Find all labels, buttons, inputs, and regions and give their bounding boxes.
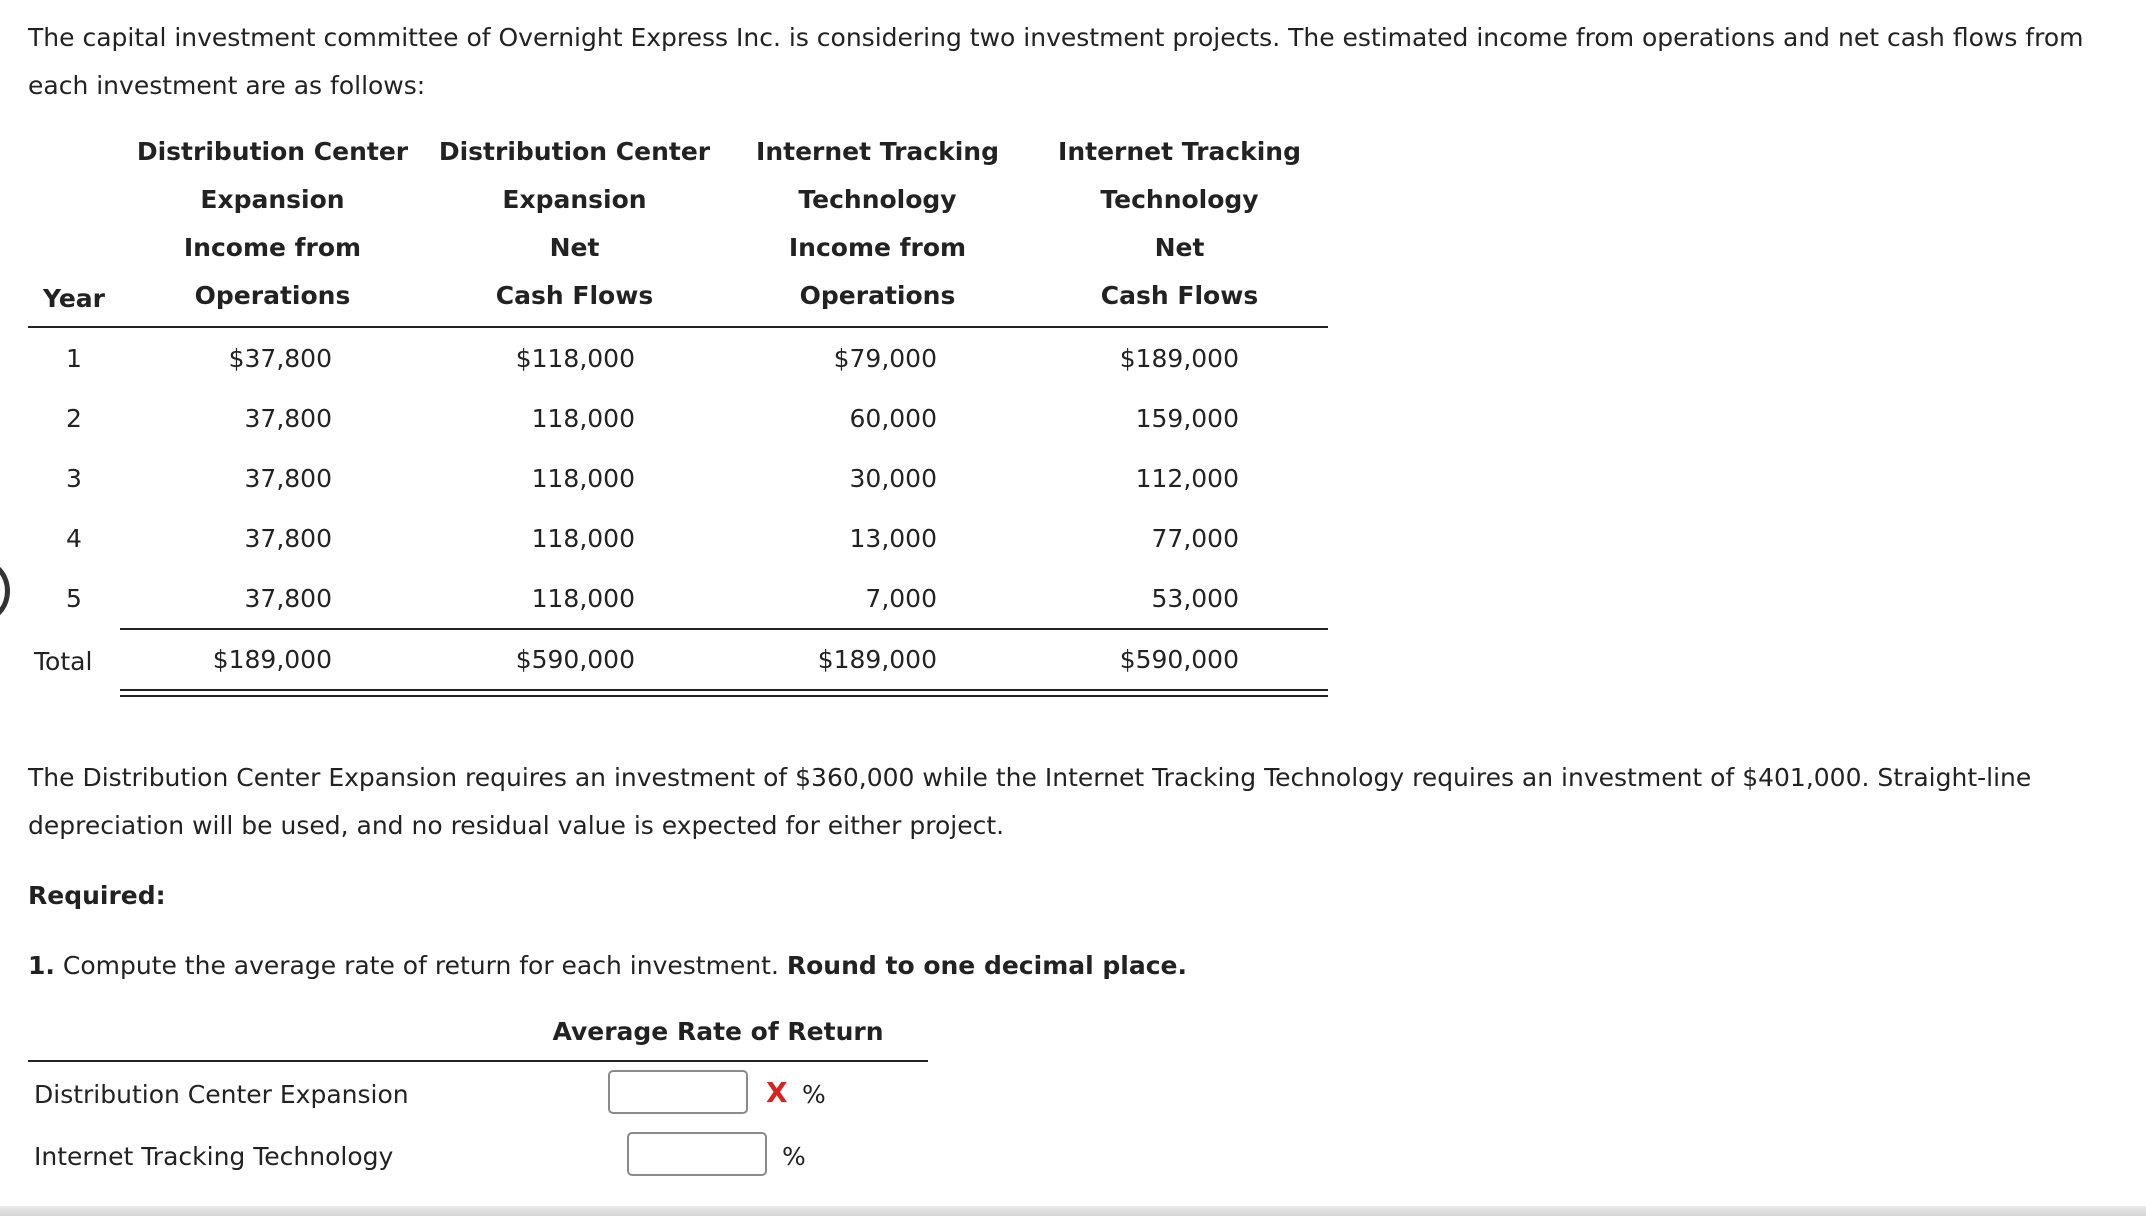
- cell-year: 2: [66, 404, 82, 433]
- cell-it-cash: 159,000: [1135, 404, 1239, 433]
- cell-it-income: $79,000: [833, 344, 937, 373]
- required-label: Required:: [28, 881, 166, 910]
- cell-it-cash: 53,000: [1151, 584, 1239, 613]
- cell-dc-cash: 118,000: [531, 524, 635, 553]
- header-line: Technology: [798, 185, 957, 214]
- cell-it-cash: 77,000: [1151, 524, 1239, 553]
- cell-it-cash: $189,000: [1119, 344, 1239, 373]
- subtotal-rule: [120, 628, 1328, 630]
- cell-dc-income: 37,800: [244, 584, 332, 613]
- cell-it-cash: 112,000: [1135, 464, 1239, 493]
- header-rule: [28, 326, 1328, 328]
- answer-header-rule: [28, 1060, 928, 1062]
- header-line: Operations: [194, 281, 351, 310]
- question-number: 1.: [28, 951, 55, 980]
- cell-it-income: 30,000: [849, 464, 937, 493]
- cell-dc-cash: $118,000: [515, 344, 635, 373]
- cell-dc-income: 37,800: [244, 524, 332, 553]
- answer-column-header: Average Rate of Return: [552, 1017, 884, 1046]
- header-line: Income from: [788, 233, 967, 262]
- percent-unit: %: [782, 1142, 806, 1171]
- question: [28, 949, 1187, 983]
- header-it-income: [735, 128, 1020, 320]
- total-double-rule: [120, 689, 1328, 697]
- question-emphasis: Round to one decimal place.: [786, 951, 1187, 980]
- total-it-cash: $590,000: [1119, 645, 1239, 674]
- header-line: Net: [549, 233, 600, 262]
- answer-label-dc: Distribution Center Expansion: [34, 1080, 409, 1109]
- cell-year: 1: [66, 344, 82, 373]
- cell-year: 4: [66, 524, 82, 553]
- header-line: Internet Tracking: [1058, 137, 1301, 166]
- header-line: Cash Flows: [1100, 281, 1259, 310]
- header-line: Distribution Center: [136, 137, 409, 166]
- cell-it-income: 13,000: [849, 524, 937, 553]
- header-year-label: Year: [43, 284, 105, 313]
- header-dc-income: [130, 128, 415, 320]
- cell-dc-income: $37,800: [228, 344, 332, 373]
- cell-year: 5: [66, 584, 82, 613]
- cell-dc-cash: 118,000: [531, 584, 635, 613]
- bottom-scroll-edge: [0, 1206, 2146, 1216]
- cell-it-income: 7,000: [865, 584, 937, 613]
- answer-label-it: Internet Tracking Technology: [34, 1142, 394, 1171]
- header-line: Internet Tracking: [756, 137, 999, 166]
- cell-dc-cash: 118,000: [531, 404, 635, 433]
- header-line: Distribution Center: [438, 137, 711, 166]
- header-line: Expansion: [502, 185, 647, 214]
- header-dc-cash: [432, 128, 717, 320]
- header-it-cash: [1037, 128, 1322, 320]
- total-it-income: $189,000: [817, 645, 937, 674]
- header-line: Income from: [183, 233, 362, 262]
- cell-year: 3: [66, 464, 82, 493]
- dc-rate-input[interactable]: [608, 1070, 748, 1114]
- total-dc-cash: $590,000: [515, 645, 635, 674]
- cell-it-income: 60,000: [849, 404, 937, 433]
- investment-paragraph: The Distribution Center Expansion requires an investment of $360,000 while the Internet Tracking Technology requires an investment of $401,000. Straight-line depreciation will be used, and no residual value is expected for either project.: [28, 763, 2032, 840]
- left-edge-arc: [0, 560, 10, 622]
- header-line: Net: [1154, 233, 1205, 262]
- incorrect-x-icon: X: [766, 1076, 788, 1109]
- header-line: Cash Flows: [495, 281, 654, 310]
- cell-dc-income: 37,800: [244, 464, 332, 493]
- total-label: Total: [34, 647, 93, 676]
- header-line: Operations: [799, 281, 956, 310]
- percent-unit: %: [802, 1080, 826, 1109]
- question-text: Compute the average rate of return for each investment.: [62, 951, 779, 980]
- header-line: Technology: [1100, 185, 1259, 214]
- header-line: Expansion: [200, 185, 345, 214]
- header-year: [28, 275, 120, 323]
- cell-dc-cash: 118,000: [531, 464, 635, 493]
- cell-dc-income: 37,800: [244, 404, 332, 433]
- intro-text: The capital investment committee of Overnight Express Inc. is considering two investment projects. The estimated income from operations and net cash flows from each investment are as follows:: [28, 23, 2084, 100]
- total-dc-income: $189,000: [212, 645, 332, 674]
- it-rate-input[interactable]: [627, 1132, 767, 1176]
